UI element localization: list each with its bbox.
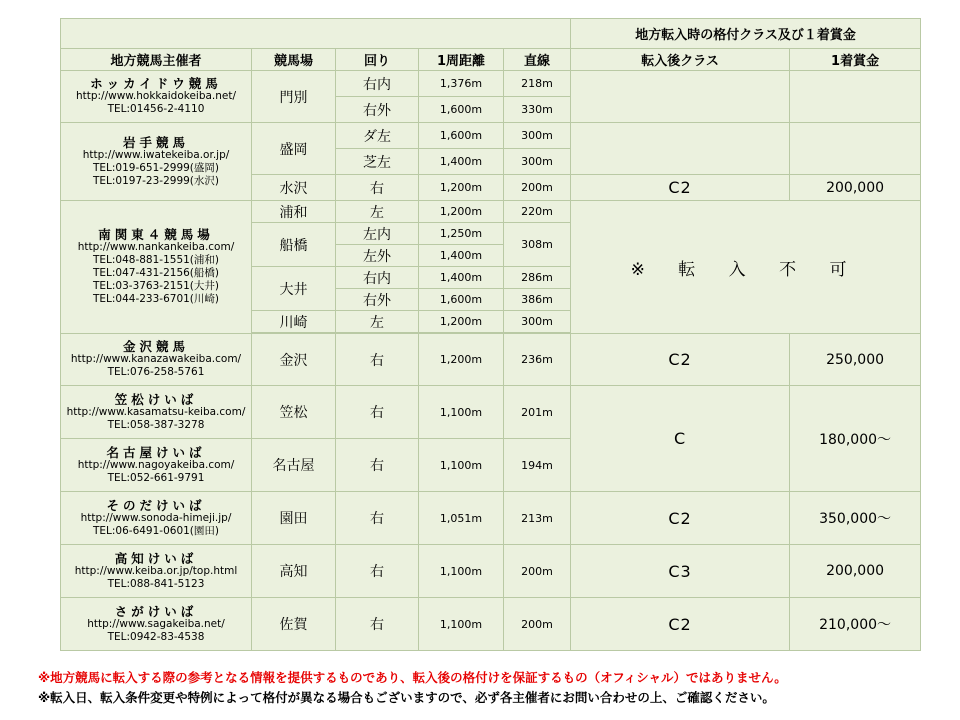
org-minami-kanto bbox=[61, 201, 252, 334]
org-nagoya bbox=[61, 439, 252, 492]
prize-value: 200,000 bbox=[790, 175, 921, 201]
straight: 236m bbox=[504, 334, 571, 386]
prize-value: 210,000～ bbox=[790, 598, 921, 651]
org-tel: TEL:0942-83-4538 bbox=[107, 630, 205, 643]
distance: 1,200m bbox=[419, 311, 504, 333]
org-name: 高知けいば bbox=[114, 550, 198, 566]
direction: ダ左 bbox=[336, 123, 419, 149]
disclaimer-note: ※地方競馬に転入する際の参考となる情報を提供するものであり、転入後の格付けを保証するもの（オフィシャル）ではありません。 bbox=[38, 670, 787, 685]
org-tel: TEL:01456-2-4110 bbox=[107, 103, 205, 115]
direction: 右外 bbox=[336, 289, 419, 311]
org-hokkaido bbox=[61, 71, 252, 123]
distance: 1,100m bbox=[419, 439, 504, 492]
straight: 200m bbox=[504, 545, 571, 598]
class-empty bbox=[571, 71, 790, 123]
class-value: C3 bbox=[571, 545, 790, 598]
distance: 1,051m bbox=[419, 492, 504, 545]
org-url[interactable]: http://www.kasamatsu-keiba.com/ bbox=[66, 405, 246, 418]
prize-value: 180,000～ bbox=[790, 386, 921, 492]
straight: 330m bbox=[504, 97, 571, 123]
distance: 1,200m bbox=[419, 175, 504, 201]
track-ooi: 大井 bbox=[252, 267, 336, 311]
header-org: 地方競馬主催者 bbox=[61, 49, 252, 71]
distance: 1,100m bbox=[419, 386, 504, 439]
org-sonoda bbox=[61, 492, 252, 545]
distance: 1,376m bbox=[419, 71, 504, 97]
track-saga: 佐賀 bbox=[252, 598, 336, 651]
straight: 386m bbox=[504, 289, 571, 311]
direction: 右内 bbox=[336, 71, 419, 97]
org-name: 名古屋けいば bbox=[106, 444, 206, 460]
class-value: C2 bbox=[571, 598, 790, 651]
org-tel: TEL:06-6491-0601(園田) bbox=[92, 524, 219, 537]
track-monbetsu: 門別 bbox=[252, 71, 336, 123]
prize-value: 200,000 bbox=[790, 545, 921, 598]
header-track: 競馬場 bbox=[252, 49, 336, 71]
distance: 1,100m bbox=[419, 598, 504, 651]
straight: 300m bbox=[504, 149, 571, 175]
org-url[interactable]: http://www.sonoda-himeji.jp/ bbox=[80, 511, 232, 524]
direction: 右外 bbox=[336, 97, 419, 123]
org-url[interactable]: http://www.kanazawakeiba.com/ bbox=[70, 353, 242, 365]
class-value: C2 bbox=[571, 492, 790, 545]
track-sonoda: 園田 bbox=[252, 492, 336, 545]
track-kawasaki: 川崎 bbox=[252, 311, 336, 333]
org-tel: TEL:088-841-5123 bbox=[107, 577, 205, 590]
direction: 左 bbox=[336, 311, 419, 333]
org-name: 南関東４競馬場 bbox=[98, 227, 214, 242]
header-blank bbox=[61, 19, 571, 49]
track-nagoya: 名古屋 bbox=[252, 439, 336, 492]
org-tel: TEL:047-431-2156(船橋) bbox=[92, 267, 219, 279]
org-tel: TEL:019-651-2999(盛岡) bbox=[92, 161, 219, 174]
class-value: C2 bbox=[571, 175, 790, 201]
prize-value: 350,000～ bbox=[790, 492, 921, 545]
straight: 218m bbox=[504, 71, 571, 97]
org-url[interactable]: http://www.keiba.or.jp/top.html bbox=[74, 564, 238, 577]
org-saga bbox=[61, 598, 252, 651]
direction: 左内 bbox=[336, 223, 419, 245]
track-funabashi: 船橋 bbox=[252, 223, 336, 267]
straight: 300m bbox=[504, 123, 571, 149]
direction: 右 bbox=[336, 386, 419, 439]
direction: 右 bbox=[336, 598, 419, 651]
org-tel: TEL:058-387-3278 bbox=[107, 418, 205, 431]
distance: 1,400m bbox=[419, 245, 504, 267]
distance: 1,600m bbox=[419, 97, 504, 123]
track-kanazawa: 金沢 bbox=[252, 334, 336, 386]
header-prize: 1着賞金 bbox=[790, 49, 921, 71]
prize-empty bbox=[790, 71, 921, 123]
header-distance: 1周距離 bbox=[419, 49, 504, 71]
direction: 右 bbox=[336, 334, 419, 386]
track-kochi: 高知 bbox=[252, 545, 336, 598]
org-iwate bbox=[61, 123, 252, 201]
org-tel: TEL:0197-23-2999(水沢) bbox=[92, 174, 219, 187]
org-name: 岩手競馬 bbox=[122, 134, 189, 150]
straight: 200m bbox=[504, 598, 571, 651]
distance: 1,600m bbox=[419, 289, 504, 311]
track-kasamatsu: 笠松 bbox=[252, 386, 336, 439]
header-direction: 回り bbox=[336, 49, 419, 71]
header-group: 地方転入時の格付クラス及び１着賞金 bbox=[571, 19, 921, 49]
straight: 201m bbox=[504, 386, 571, 439]
straight: 286m bbox=[504, 267, 571, 289]
header-class: 転入後クラス bbox=[571, 49, 790, 71]
org-kasamatsu bbox=[61, 386, 252, 439]
direction: 左 bbox=[336, 201, 419, 223]
straight: 194m bbox=[504, 439, 571, 492]
org-name: 金沢競馬 bbox=[122, 339, 189, 354]
org-name: ホッカイドウ競馬 bbox=[90, 76, 222, 91]
header-straight: 直線 bbox=[504, 49, 571, 71]
org-name: 笠松けいば bbox=[114, 391, 198, 407]
straight: 308m bbox=[504, 223, 571, 267]
prize-empty bbox=[790, 123, 921, 175]
class-value: C2 bbox=[571, 334, 790, 386]
org-url[interactable]: http://www.iwatekeiba.or.jp/ bbox=[82, 148, 230, 161]
org-url[interactable]: http://www.nagoyakeiba.com/ bbox=[77, 458, 235, 471]
distance: 1,250m bbox=[419, 223, 504, 245]
class-value: C bbox=[571, 386, 790, 492]
distance: 1,200m bbox=[419, 201, 504, 223]
direction: 右 bbox=[336, 492, 419, 545]
distance: 1,200m bbox=[419, 334, 504, 386]
transfer-class-table bbox=[60, 18, 921, 651]
direction: 右 bbox=[336, 439, 419, 492]
direction: 左外 bbox=[336, 245, 419, 267]
org-url[interactable]: http://www.nankankeiba.com/ bbox=[77, 241, 235, 253]
track-mizusawa: 水沢 bbox=[252, 175, 336, 201]
distance: 1,100m bbox=[419, 545, 504, 598]
direction: 右 bbox=[336, 175, 419, 201]
straight: 213m bbox=[504, 492, 571, 545]
direction: 芝左 bbox=[336, 149, 419, 175]
org-url[interactable]: http://www.hokkaidokeiba.net/ bbox=[75, 90, 237, 102]
org-tel: TEL:03-3763-2151(大井) bbox=[92, 280, 219, 292]
distance: 1,400m bbox=[419, 267, 504, 289]
track-morioka: 盛岡 bbox=[252, 123, 336, 175]
transfer-not-allowed: ※ 転 入 不 可 bbox=[571, 201, 921, 334]
org-kochi bbox=[61, 545, 252, 598]
prize-value: 250,000 bbox=[790, 334, 921, 386]
org-tel: TEL:076-258-5761 bbox=[107, 366, 205, 378]
direction: 右 bbox=[336, 545, 419, 598]
track-urawa: 浦和 bbox=[252, 201, 336, 223]
org-tel: TEL:048-881-1551(浦和) bbox=[92, 254, 219, 266]
inquiry-note: ※転入日、転入条件変更や特例によって格付が異なる場合もございますので、必ず各主催者にお問い合わせの上、ご確認ください。 bbox=[38, 690, 775, 705]
org-name: そのだけいば bbox=[106, 497, 206, 513]
org-tel: TEL:044-233-6701(川崎) bbox=[92, 293, 219, 305]
straight: 220m bbox=[504, 201, 571, 223]
straight: 200m bbox=[504, 175, 571, 201]
direction: 右内 bbox=[336, 267, 419, 289]
org-name: さがけいば bbox=[114, 603, 198, 619]
org-tel: TEL:052-661-9791 bbox=[107, 471, 205, 484]
org-kanazawa bbox=[61, 334, 252, 386]
distance: 1,400m bbox=[419, 149, 504, 175]
straight: 300m bbox=[504, 311, 571, 333]
class-empty bbox=[571, 123, 790, 175]
org-url[interactable]: http://www.sagakeiba.net/ bbox=[87, 617, 225, 630]
distance: 1,600m bbox=[419, 123, 504, 149]
